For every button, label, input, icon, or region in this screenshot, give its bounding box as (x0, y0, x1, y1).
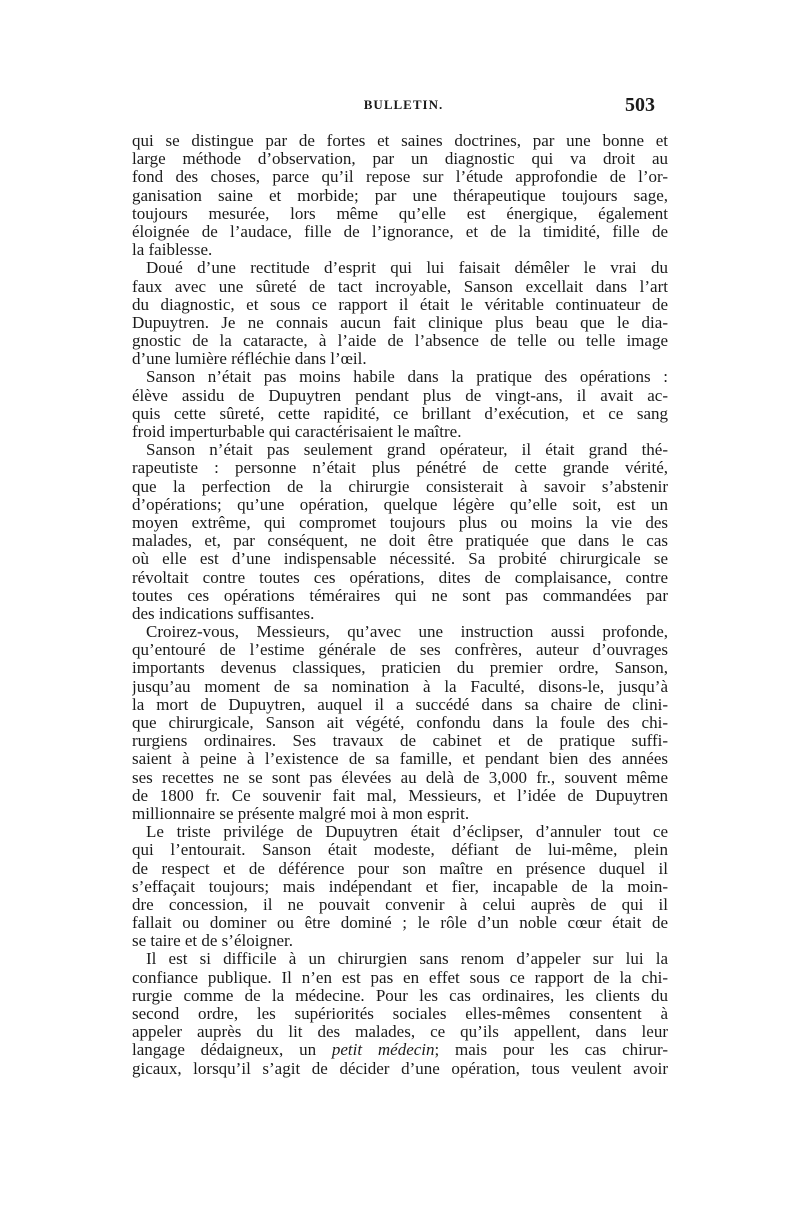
text-line: appeler auprès du lit des malades, ce qu’ils appellent, dans leur (132, 1023, 668, 1042)
text-line: second ordre, les supériorités sociales elles-mêmes consentent à (132, 1005, 668, 1023)
text-line: moyen extrême, qui compromet toujours plus ou moins la vie des (132, 513, 668, 532)
text-line: que chirurgicale, Sanson ait végété, confondu dans la foule des chi- (132, 714, 668, 732)
text-line: confiance publique. Il n’en est pas en effet sous ce rapport de la chi- (132, 968, 668, 987)
text-line: se taire et de s’éloigner. (132, 932, 293, 951)
text-line: élève assidu de Dupuytren pendant plus de vingt-ans, il avait ac- (132, 386, 668, 405)
text-line: rapeutiste : personne n’était plus pénétré de cette grande vérité, (132, 459, 668, 478)
text-line: malades, et, par conséquent, ne doit être pratiquée que dans le cas (132, 532, 668, 551)
text-line: de respect et de déférence pour son maître en présence duquel il (132, 859, 668, 878)
text-line: qui l’entourait. Sanson était modeste, défiant de lui-même, plein (132, 841, 668, 860)
text-line: qu’entouré de l’estime générale de ses confrères, auteur d’ouvrages (132, 641, 668, 660)
text-fragment: langage dédaigneux, un (132, 1041, 332, 1060)
text-line: quis cette sûreté, cette rapidité, ce brillant d’exécution, et ce sang (132, 404, 668, 423)
text-line: éloignée de l’audace, fille de l’ignorance, et de la timidité, fille de (132, 222, 668, 241)
text-line: d’une lumière réfléchie dans l’œil. (132, 350, 367, 369)
text-line: ses recettes ne se sont pas élevées au delà de 3,000 fr., souvent même (132, 768, 668, 787)
page-header (132, 94, 655, 121)
text-line: Le triste privilége de Dupuytren était d’éclipser, d’annuler tout ce (146, 823, 668, 842)
text-line: la faiblesse. (132, 241, 213, 260)
text-line: froid imperturbable qui caractérisaient le maître. (132, 423, 462, 441)
text-line: où elle est d’une indispensable nécessité. Sa probité chirurgicale se (132, 550, 668, 569)
text-line: de 1800 fr. Ce souvenir fait mal, Messieurs, et l’idée de Dupuytren (132, 786, 668, 805)
text-line: toutes ces opérations téméraires qui ne sont pas commandées par (132, 586, 668, 605)
text-line: la mort de Dupuytren, auquel il a succédé dans sa chaire de clini- (132, 695, 668, 714)
text-line: saient à peine à l’existence de sa famille, et pendant bien des années (132, 750, 668, 769)
text-line: d’opérations; qu’une opération, quelque légère qu’elle soit, est un (132, 495, 668, 514)
text-fragment: ; mais pour les cas chirur- (434, 1041, 668, 1060)
body-text (132, 132, 668, 1078)
text-line: qui se distingue par de fortes et saines doctrines, par une bonne et (132, 132, 668, 150)
text-line: dre concession, il ne pouvait convenir à celui auprès de qui il (132, 895, 668, 914)
text-line: des indications suffisantes. (132, 604, 315, 623)
text-line: Sanson n’était pas seulement grand opérateur, il était grand thé- (146, 441, 668, 460)
text-line (132, 1041, 668, 1059)
text-line: Croirez-vous, Messieurs, qu’avec une instruction aussi profonde, (146, 623, 668, 642)
text-line: rurgiens ordinaires. Ses travaux de cabinet et de pratique suffi- (132, 732, 668, 751)
text-line: millionnaire se présente malgré moi à mon esprit. (132, 804, 470, 823)
text-line: s’effaçait toujours; mais indépendant et fier, incapable de la moin- (132, 877, 668, 896)
text-line: rurgie comme de la médecine. Pour les cas ordinaires, les clients du (132, 986, 668, 1005)
text-line: large méthode d’observation, par un diagnostic qui va droit au (132, 150, 668, 169)
text-line: Doué d’une rectitude d’esprit qui lui faisait démêler le vrai du (146, 259, 668, 278)
text-line: Dupuytren. Je ne connais aucun fait clinique plus beau que le dia- (132, 313, 668, 332)
text-line: ganisation saine et morbide; par une thérapeutique toujours sage, (132, 186, 668, 205)
text-line: Il est si difficile à un chirurgien sans renom d’appeler sur lui la (146, 950, 668, 969)
text-line: importants devenus classiques, praticien du premier ordre, Sanson, (132, 659, 668, 678)
text-line: fond des choses, parce qu’il repose sur l’étude approfondie de l’or- (132, 168, 668, 187)
text-line: fallait ou dominer ou être dominé ; le rôle d’un noble cœur était de (132, 914, 668, 933)
italic-emphasis: petit médecin (331, 1041, 435, 1060)
running-head: BULLETIN. (363, 97, 444, 112)
text-line: jusqu’au moment de sa nomination à la Faculté, disons-le, jusqu’à (132, 677, 668, 696)
text-line: du diagnostic, et sous ce rapport il était le véritable continuateur de (132, 295, 668, 314)
text-line: que la perfection de la chirurgie consisterait à savoir s’abstenir (132, 477, 668, 496)
text-line: Sanson n’était pas moins habile dans la pratique des opérations : (146, 368, 668, 387)
page-number: 503 (625, 94, 655, 116)
text-line: toujours mesurée, lors même qu’elle est énergique, également (132, 204, 668, 223)
text-line: gicaux, lorsqu’il s’agit de décider d’une opération, tous veulent avoir (132, 1059, 668, 1078)
text-line: gnostic de la cataracte, à l’aide de l’absence de telle ou telle image (132, 332, 668, 351)
text-line: faux avec une sûreté de tact incroyable, Sanson excellait dans l’art (132, 277, 668, 296)
text-line: révoltait contre toutes ces opérations, dites de complaisance, contre (132, 568, 668, 587)
